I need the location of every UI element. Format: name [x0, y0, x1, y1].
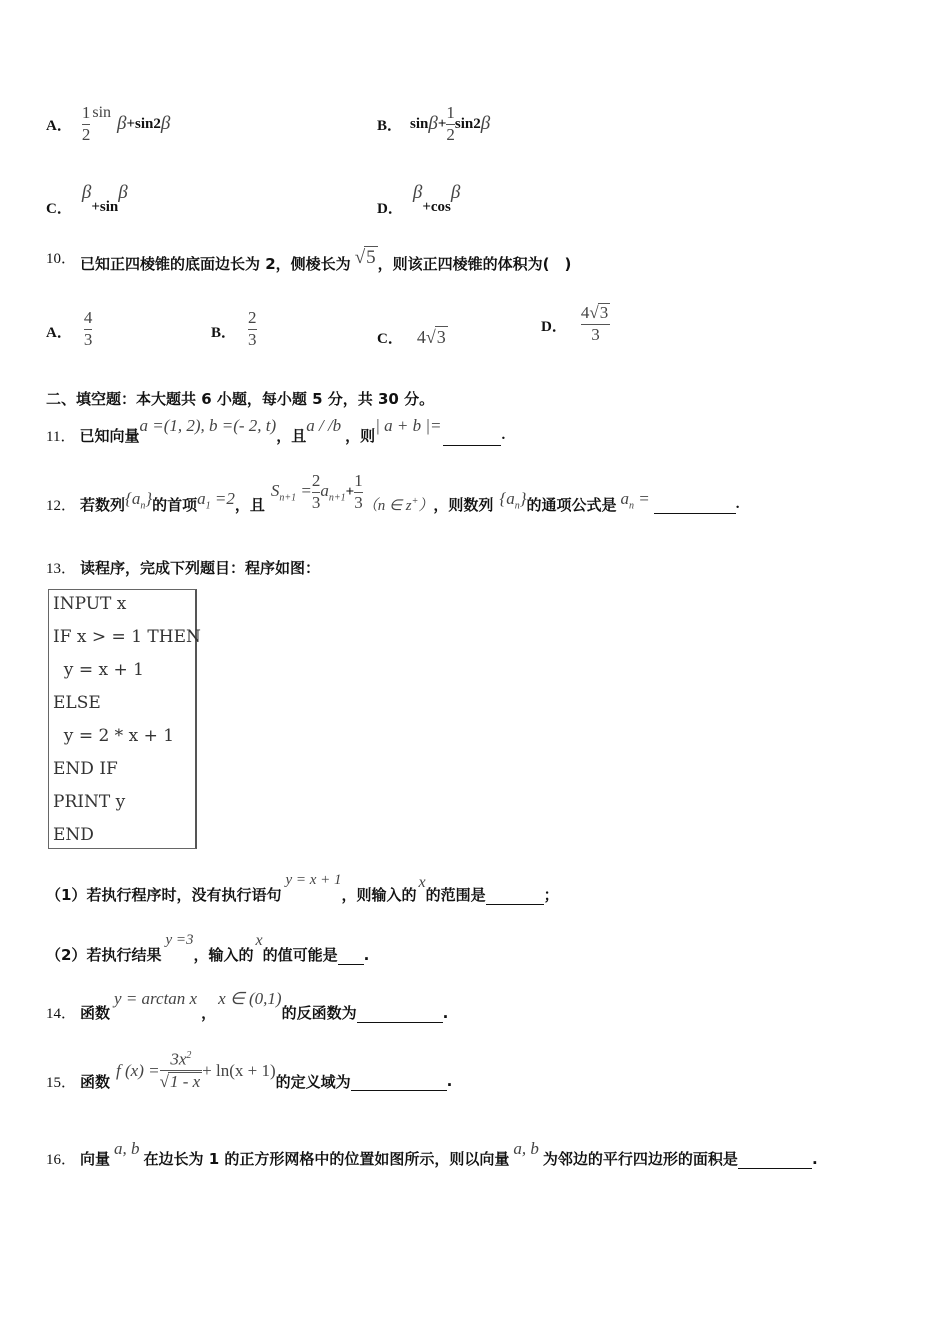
- seq-end: }: [145, 488, 153, 508]
- x-variable: x: [418, 873, 426, 891]
- q9-option-d[interactable]: [377, 182, 461, 217]
- question-text: ，输入的: [193, 946, 254, 964]
- q9-option-b[interactable]: [377, 104, 490, 144]
- frac-den: √1 - x: [159, 1072, 201, 1092]
- period: .: [501, 427, 506, 443]
- numerator: 3x: [170, 1049, 187, 1069]
- q10-stem: [46, 246, 572, 273]
- subscript: n: [514, 500, 520, 512]
- option-text: sin2: [454, 115, 481, 132]
- question-text: 若数列: [80, 495, 126, 514]
- option-text: +cos: [422, 198, 451, 215]
- question-number: 10．: [46, 251, 77, 267]
- subscript: n: [140, 500, 146, 512]
- beta-symbol: β: [428, 113, 438, 135]
- code-line: PRINT y: [53, 792, 126, 812]
- code-line: y = 2 * x + 1: [53, 726, 175, 746]
- part-label: （2）: [46, 946, 87, 964]
- question-text: 已知向量: [79, 427, 140, 445]
- question-text: 的定义域为: [275, 1072, 351, 1091]
- math-expression: a =(1, 2), b =(- 2, t): [139, 415, 277, 435]
- answer-blank[interactable]: [351, 1071, 447, 1091]
- q10-option-a[interactable]: [46, 309, 92, 349]
- option-label: C．: [46, 200, 72, 217]
- math-expression: | a + b |=: [375, 415, 442, 435]
- part-label: （1）: [46, 886, 87, 904]
- q10-option-d[interactable]: [541, 303, 610, 344]
- question-text: 若执行程序时，没有执行语句: [86, 886, 282, 904]
- seq-text: {a: [125, 488, 141, 508]
- math-expression: a, b: [114, 1138, 140, 1158]
- math-expression: [499, 489, 526, 511]
- period: .: [811, 1149, 818, 1168]
- question-number: 16．: [46, 1152, 77, 1168]
- superscript: +: [411, 495, 419, 507]
- code-line: IF x > = 1 THEN: [53, 627, 201, 647]
- plus-sign: +: [437, 115, 447, 132]
- sqrt-value: 5: [366, 247, 376, 268]
- a-term: a: [620, 488, 630, 508]
- frac-num: 1: [81, 103, 91, 122]
- program-box: [48, 589, 201, 849]
- fraction: [581, 303, 610, 344]
- option-label: C．: [377, 330, 403, 347]
- section-title: 二、填空题：本大题共 6 小题，每小题 5 分，共 30 分。: [46, 390, 435, 408]
- sqrt-value: 1 - x: [169, 1072, 201, 1092]
- beta-symbol: β: [412, 182, 423, 203]
- period: .: [363, 945, 370, 964]
- q15: [46, 1050, 452, 1092]
- seq-end: }: [519, 488, 527, 508]
- semicolon: ；: [543, 886, 559, 904]
- condition: [363, 494, 434, 515]
- option-label: A．: [46, 324, 72, 341]
- question-text: ，则数列: [433, 495, 494, 514]
- question-number: 12．: [46, 497, 77, 514]
- question-number: 15．: [46, 1074, 77, 1091]
- math-expression: [271, 481, 312, 503]
- question-text: 的值可能是: [262, 946, 338, 964]
- question-text: 函数: [80, 1072, 111, 1091]
- math-expression: y = arctan x: [114, 988, 198, 1008]
- math-expression: y = x + 1: [285, 872, 342, 888]
- option-text: +sin: [91, 198, 119, 215]
- q12: [46, 472, 740, 512]
- math-expression: [197, 489, 235, 511]
- option-label: B．: [377, 117, 403, 134]
- answer-blank[interactable]: [443, 426, 501, 446]
- question-text: 的范围是: [425, 886, 486, 904]
- fraction: [446, 104, 455, 144]
- frac-den: 3: [248, 329, 257, 349]
- fraction: [354, 472, 363, 512]
- plus-sign: +: [345, 483, 355, 500]
- frac-num: 4: [83, 308, 93, 327]
- code-line: y = x + 1: [53, 660, 144, 680]
- math-expression: a, b: [513, 1138, 539, 1158]
- fraction: [312, 472, 321, 512]
- seq-text: {a: [499, 488, 515, 508]
- fraction: [84, 309, 93, 349]
- q13-part1: [46, 872, 559, 904]
- question-text: ，则输入的: [341, 886, 417, 904]
- q13-stem: [46, 557, 320, 578]
- option-text: sin: [410, 115, 429, 132]
- question-text: 函数: [80, 1004, 111, 1022]
- sqrt-expression: √3: [425, 327, 446, 347]
- frac-num: 2: [311, 471, 321, 490]
- frac-den: 3: [354, 492, 363, 512]
- frac-den: 3: [311, 492, 321, 512]
- question-text: 读程序，完成下列题目：程序如图：: [80, 559, 321, 577]
- fraction: [82, 104, 91, 144]
- question-text: ，且: [276, 427, 307, 445]
- fraction: [248, 309, 257, 349]
- q11: [46, 415, 506, 445]
- beta-symbol: β: [160, 113, 171, 135]
- answer-blank[interactable]: [357, 1003, 443, 1023]
- first-term: a: [197, 488, 206, 508]
- a-term: a: [320, 480, 329, 500]
- question-text: 的首项: [152, 495, 198, 514]
- question-text: ，则: [345, 427, 376, 445]
- code-line: INPUT x: [53, 594, 127, 614]
- frac-den: 3: [83, 329, 93, 349]
- beta-symbol: β: [450, 182, 461, 203]
- question-text: 向量: [80, 1150, 111, 1168]
- equals: =: [634, 488, 650, 508]
- answer-blank[interactable]: [654, 494, 736, 514]
- answer-blank[interactable]: [486, 885, 544, 905]
- q9-option-c[interactable]: [46, 182, 128, 217]
- option-label: B．: [211, 324, 237, 341]
- frac-num: 2: [248, 308, 257, 327]
- question-text: 为邻边的平行四边形的面积是: [542, 1150, 738, 1168]
- math-expression: x ∈ (0,1): [218, 988, 282, 1008]
- math-expression: [320, 481, 345, 503]
- first-value: =2: [210, 488, 235, 508]
- code-line: END: [53, 825, 94, 845]
- superscript: 2: [186, 1050, 192, 1061]
- answer-blank[interactable]: [338, 945, 364, 965]
- frac-num: 4√3: [580, 303, 609, 322]
- frac-den: 2: [446, 124, 455, 144]
- frac-num: [170, 1050, 191, 1069]
- option-text: +sin2: [126, 115, 161, 132]
- frac-den: 2: [81, 124, 91, 144]
- comma: ，: [201, 1004, 217, 1022]
- coef: 4: [416, 326, 426, 347]
- math-expression: + ln(x + 1): [202, 1061, 276, 1081]
- question-text: 在边长为 1 的正方形网格中的位置如图所示，则以向量: [143, 1150, 510, 1168]
- function-name: f (x) =: [116, 1061, 160, 1081]
- condition-text: （n ∈ z: [362, 497, 412, 514]
- sqrt-value: 3: [599, 303, 609, 322]
- coef: 4: [580, 303, 590, 322]
- question-number: 14．: [46, 1006, 77, 1022]
- answer-blank[interactable]: [738, 1149, 812, 1169]
- sqrt-value: 3: [436, 327, 446, 347]
- subscript: n+1: [328, 492, 346, 504]
- period: .: [735, 495, 740, 512]
- frac-num: 1: [446, 103, 455, 122]
- question-text: ，且: [234, 495, 265, 514]
- math-expression: [125, 489, 152, 511]
- x-variable: x: [255, 931, 263, 949]
- fraction: [160, 1050, 203, 1092]
- frac-den: 3: [591, 324, 600, 344]
- beta-symbol: β: [117, 113, 127, 135]
- equals: =: [296, 480, 312, 500]
- beta-symbol: β: [480, 113, 491, 135]
- period: .: [446, 1072, 453, 1091]
- q10-option-b[interactable]: [211, 309, 257, 349]
- frac-num: 1: [354, 471, 363, 490]
- question-number: 13．: [46, 561, 77, 577]
- subscript: 1: [205, 500, 211, 512]
- sqrt-expression: √5: [354, 247, 376, 268]
- code-line: ELSE: [53, 693, 101, 713]
- q14: [46, 988, 449, 1022]
- period: .: [442, 1003, 449, 1022]
- question-text: 的反函数为: [281, 1004, 357, 1022]
- question-text: 已知正四棱锥的底面边长为 2，侧棱长为: [80, 255, 351, 273]
- beta-symbol: β: [81, 182, 92, 203]
- condition-end: ）: [418, 497, 434, 514]
- question-text: 的通项公式是: [526, 495, 617, 514]
- subscript: n: [629, 500, 635, 512]
- question-number: 11．: [46, 429, 76, 445]
- beta-symbol: β: [118, 182, 128, 203]
- q9-option-a[interactable]: [46, 104, 170, 144]
- question-text: ，则该正四棱锥的体积为( ): [377, 255, 572, 273]
- option-label: D．: [377, 200, 403, 217]
- option-label: D．: [541, 319, 567, 336]
- s-term: S: [270, 480, 280, 500]
- math-expression: [621, 489, 650, 511]
- option-label: A．: [46, 117, 72, 134]
- subscript: n+1: [279, 492, 297, 504]
- math-expression: a / /b: [306, 415, 342, 435]
- question-text: 若执行结果: [86, 946, 162, 964]
- q16: [46, 1138, 818, 1168]
- code-line: END IF: [53, 759, 118, 779]
- sin-text: sin: [92, 104, 112, 122]
- q13-part2: [46, 930, 370, 964]
- q10-option-c[interactable]: [377, 326, 448, 348]
- math-expression: y =3: [165, 932, 194, 948]
